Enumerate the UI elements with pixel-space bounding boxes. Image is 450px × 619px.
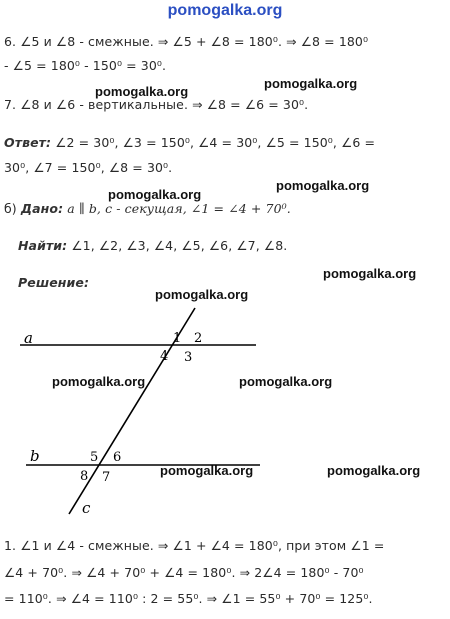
watermark: pomogalka.org: [95, 84, 189, 99]
watermark: pomogalka.org: [155, 287, 249, 302]
watermark: pomogalka.org: [323, 266, 417, 281]
angle-7-label: 7: [102, 470, 111, 485]
answer-line-2: 30⁰, ∠7 = 150⁰, ∠8 = 30⁰.: [4, 160, 173, 175]
angle-5-label: 5: [90, 450, 99, 465]
find-label: Найти:: [18, 238, 68, 253]
site-title: pomogalka.org: [167, 2, 283, 19]
step-6-line-2: - ∠5 = 180⁰ - 150⁰ = 30⁰.: [4, 58, 167, 73]
answer-label: Ответ:: [4, 135, 52, 150]
angle-1-label: 1: [173, 331, 182, 346]
watermark: pomogalka.org: [327, 463, 421, 478]
solution-line-1: 1. ∠1 и ∠4 - смежные. ⇒ ∠1 + ∠4 = 180⁰, при этом ∠1 =: [4, 538, 385, 553]
label-c: c: [82, 499, 91, 517]
find-text: ∠1, ∠2, ∠3, ∠4, ∠5, ∠6, ∠7, ∠8.: [71, 238, 288, 253]
angle-6-label: 6: [113, 450, 122, 465]
step-6-line-1: 6. ∠5 и ∠8 - смежные. ⇒ ∠5 + ∠8 = 180⁰. ⇒ ∠8 = 180⁰: [4, 34, 369, 49]
watermark: pomogalka.org: [108, 187, 202, 202]
angle-3-label: 3: [184, 350, 193, 365]
watermark: pomogalka.org: [264, 76, 358, 91]
step-7-line: 7. ∠8 и ∠6 - вертикальные. ⇒ ∠8 = ∠6 = 30⁰.: [4, 97, 309, 112]
watermark: pomogalka.org: [239, 374, 333, 389]
given-label: Дано:: [20, 201, 64, 216]
watermark: pomogalka.org: [160, 463, 254, 478]
label-b: b: [30, 447, 40, 465]
angle-2-label: 2: [194, 331, 203, 346]
angle-8-label: 8: [80, 469, 89, 484]
given-text: a ∥ b, c - секущая, ∠1 = ∠4 + 70⁰.: [67, 201, 291, 216]
label-a: a: [24, 329, 33, 347]
answer-text: ∠2 = 30⁰, ∠3 = 150⁰, ∠4 = 30⁰, ∠5 = 150⁰, ∠6 =: [55, 135, 376, 150]
part-b-label: б): [4, 201, 17, 216]
solution-label: Решение:: [18, 275, 90, 290]
watermark: pomogalka.org: [276, 178, 370, 193]
angle-4-label: 4: [160, 349, 169, 364]
solution-line-2: ∠4 + 70⁰. ⇒ ∠4 + 70⁰ + ∠4 = 180⁰. ⇒ 2∠4 = 180⁰ - 70⁰: [4, 565, 364, 580]
solution-line-3: = 110⁰. ⇒ ∠4 = 110⁰ : 2 = 55⁰. ⇒ ∠1 = 55⁰ + 70⁰ = 125⁰.: [4, 591, 373, 606]
watermark: pomogalka.org: [52, 374, 146, 389]
